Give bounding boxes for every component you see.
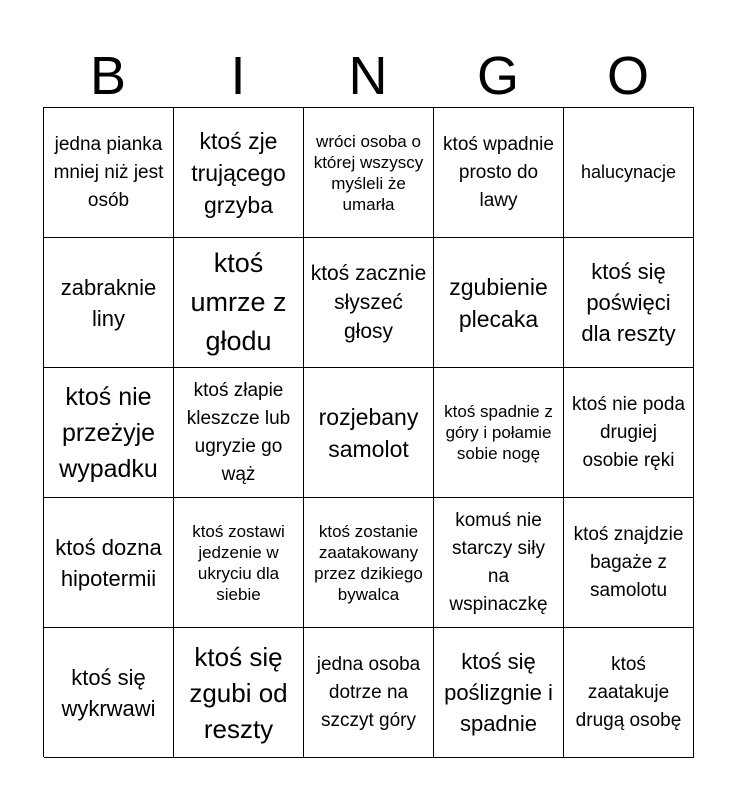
bingo-cell[interactable] <box>174 238 304 368</box>
bingo-cell[interactable] <box>304 108 434 238</box>
bingo-cell[interactable] <box>564 368 694 498</box>
cell-text: ktoś złapie kleszcze lub ugryzie go wąż <box>186 379 291 485</box>
header-letter-b: B <box>89 46 127 106</box>
bingo-cell[interactable] <box>304 498 434 628</box>
cell-text: ktoś zostawi jedzenie w ukryciu dla siebie <box>192 521 285 604</box>
bingo-cell[interactable] <box>174 498 304 628</box>
bingo-cell[interactable] <box>434 498 564 628</box>
bingo-cell[interactable] <box>44 238 174 368</box>
cell-text: ktoś wpadnie prosto do lawy <box>443 133 554 211</box>
bingo-cell[interactable] <box>304 628 434 758</box>
cell-text: ktoś znajdzie bagaże z samolotu <box>573 523 684 601</box>
header-letter-n: N <box>348 46 388 106</box>
bingo-cell[interactable] <box>304 368 434 498</box>
bingo-cell[interactable] <box>304 238 434 368</box>
bingo-cell[interactable] <box>44 498 174 628</box>
bingo-cell[interactable] <box>174 368 304 498</box>
cell-text: zgubienie plecaka <box>449 273 548 332</box>
bingo-cell[interactable] <box>564 238 694 368</box>
bingo-cell[interactable] <box>434 368 564 498</box>
bingo-cell[interactable] <box>434 628 564 758</box>
bingo-cell[interactable] <box>564 108 694 238</box>
cell-text: ktoś się poślizgnie i spadnie <box>444 649 553 736</box>
cell-text: ktoś nie przeżyje wypadku <box>59 382 158 483</box>
bingo-cell[interactable] <box>434 108 564 238</box>
bingo-cell[interactable] <box>44 368 174 498</box>
bingo-cell[interactable] <box>44 108 174 238</box>
cell-text: ktoś zacznie słyszeć głosy <box>310 262 427 343</box>
header-letter-i: I <box>230 46 246 106</box>
cell-text: komuś nie starczy siły na wspinaczkę <box>449 509 548 615</box>
cell-text: jedna pianka mniej niż jest osób <box>53 133 164 211</box>
cell-text: ktoś się zgubi od reszty <box>189 641 288 744</box>
bingo-cell[interactable] <box>44 628 174 758</box>
cell-text: ktoś umrze z głodu <box>190 248 287 356</box>
cell-text: ktoś nie poda drugiej osobie ręki <box>571 393 686 471</box>
cell-text: wróci osoba o której wszyscy myśleli że umarła <box>313 131 424 214</box>
bingo-cell[interactable] <box>174 108 304 238</box>
cell-text: ktoś zaatakuje drugą osobę <box>575 653 682 731</box>
cell-text: zabraknie liny <box>60 274 157 331</box>
header-letter-g: G <box>476 46 519 106</box>
bingo-cell[interactable] <box>434 238 564 368</box>
bingo-cell[interactable] <box>564 498 694 628</box>
header-letter-o: O <box>606 46 649 106</box>
cell-text: ktoś spadnie z góry i połamie sobie nogę <box>444 402 553 463</box>
cell-text: ktoś zostanie zaatakowany przez dzikiego bywalca <box>314 521 423 604</box>
cell-text: jedna osoba dotrze na szczyt góry <box>316 653 421 731</box>
bingo-header <box>43 46 693 106</box>
cell-text: ktoś zje trującego grzyba <box>191 127 286 218</box>
cell-text: ktoś się wykrwawi <box>61 664 156 721</box>
cell-text: ktoś się poświęci dla reszty <box>581 259 676 346</box>
cell-text: halucynacje <box>580 162 677 182</box>
cell-text: rozjebany samolot <box>318 403 419 462</box>
bingo-cell[interactable] <box>174 628 304 758</box>
bingo-cell[interactable] <box>564 628 694 758</box>
bingo-grid <box>43 107 694 757</box>
cell-text: ktoś dozna hipotermii <box>55 534 162 591</box>
